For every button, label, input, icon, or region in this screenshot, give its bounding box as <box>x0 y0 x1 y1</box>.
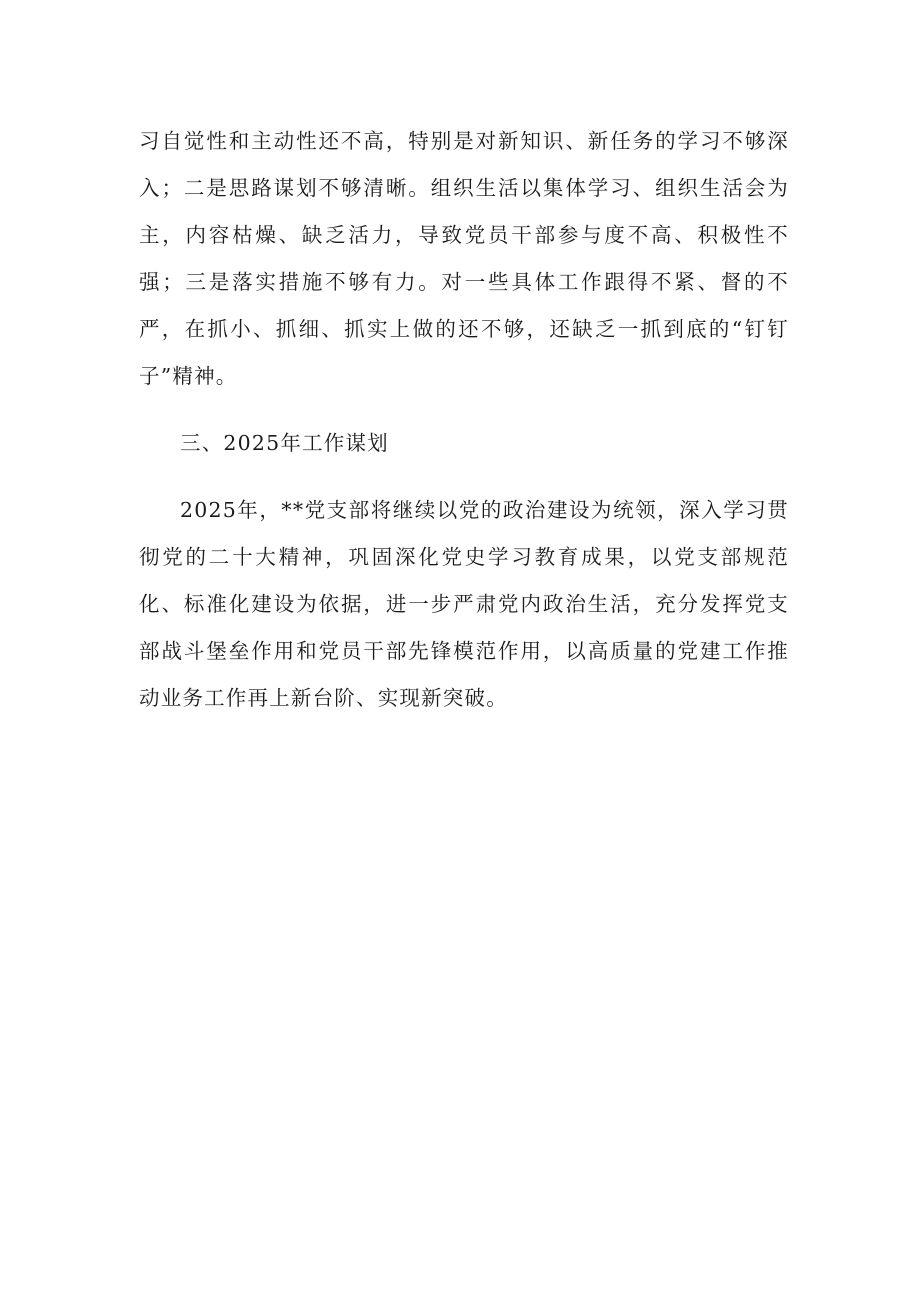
paragraph-problems-continued: 习自觉性和主动性还不高，特别是对新知识、新任务的学习不够深入；二是思路谋划不够清晰。组织生活以集体学习、组织生活会为主，内容枯燥、缺乏活力，导致党员干部参与度不高、积极性不强；三是落实措施不够有力。对一些具体工作跟得不紧、督的不严，在抓小、抓细、抓实上做的还不够，还缺乏一抓到底的“钉钉子”精神。 <box>139 129 789 388</box>
section-heading: 三、2025年工作谋划 <box>180 431 389 455</box>
document-body <box>139 118 789 722</box>
paragraph-2025-plan: 2025年，**党支部将继续以党的政治建设为统领，深入学习贯彻党的二十大精神，巩固深化党史学习教育成果，以党支部规范化、标准化建设为依据，进一步严肃党内政治生活，充分发挥党支部战斗堡垒作用和党员干部先锋模范作用，以高质量的党建工作推动业务工作再上新台阶、实现新突破。 <box>139 498 789 710</box>
